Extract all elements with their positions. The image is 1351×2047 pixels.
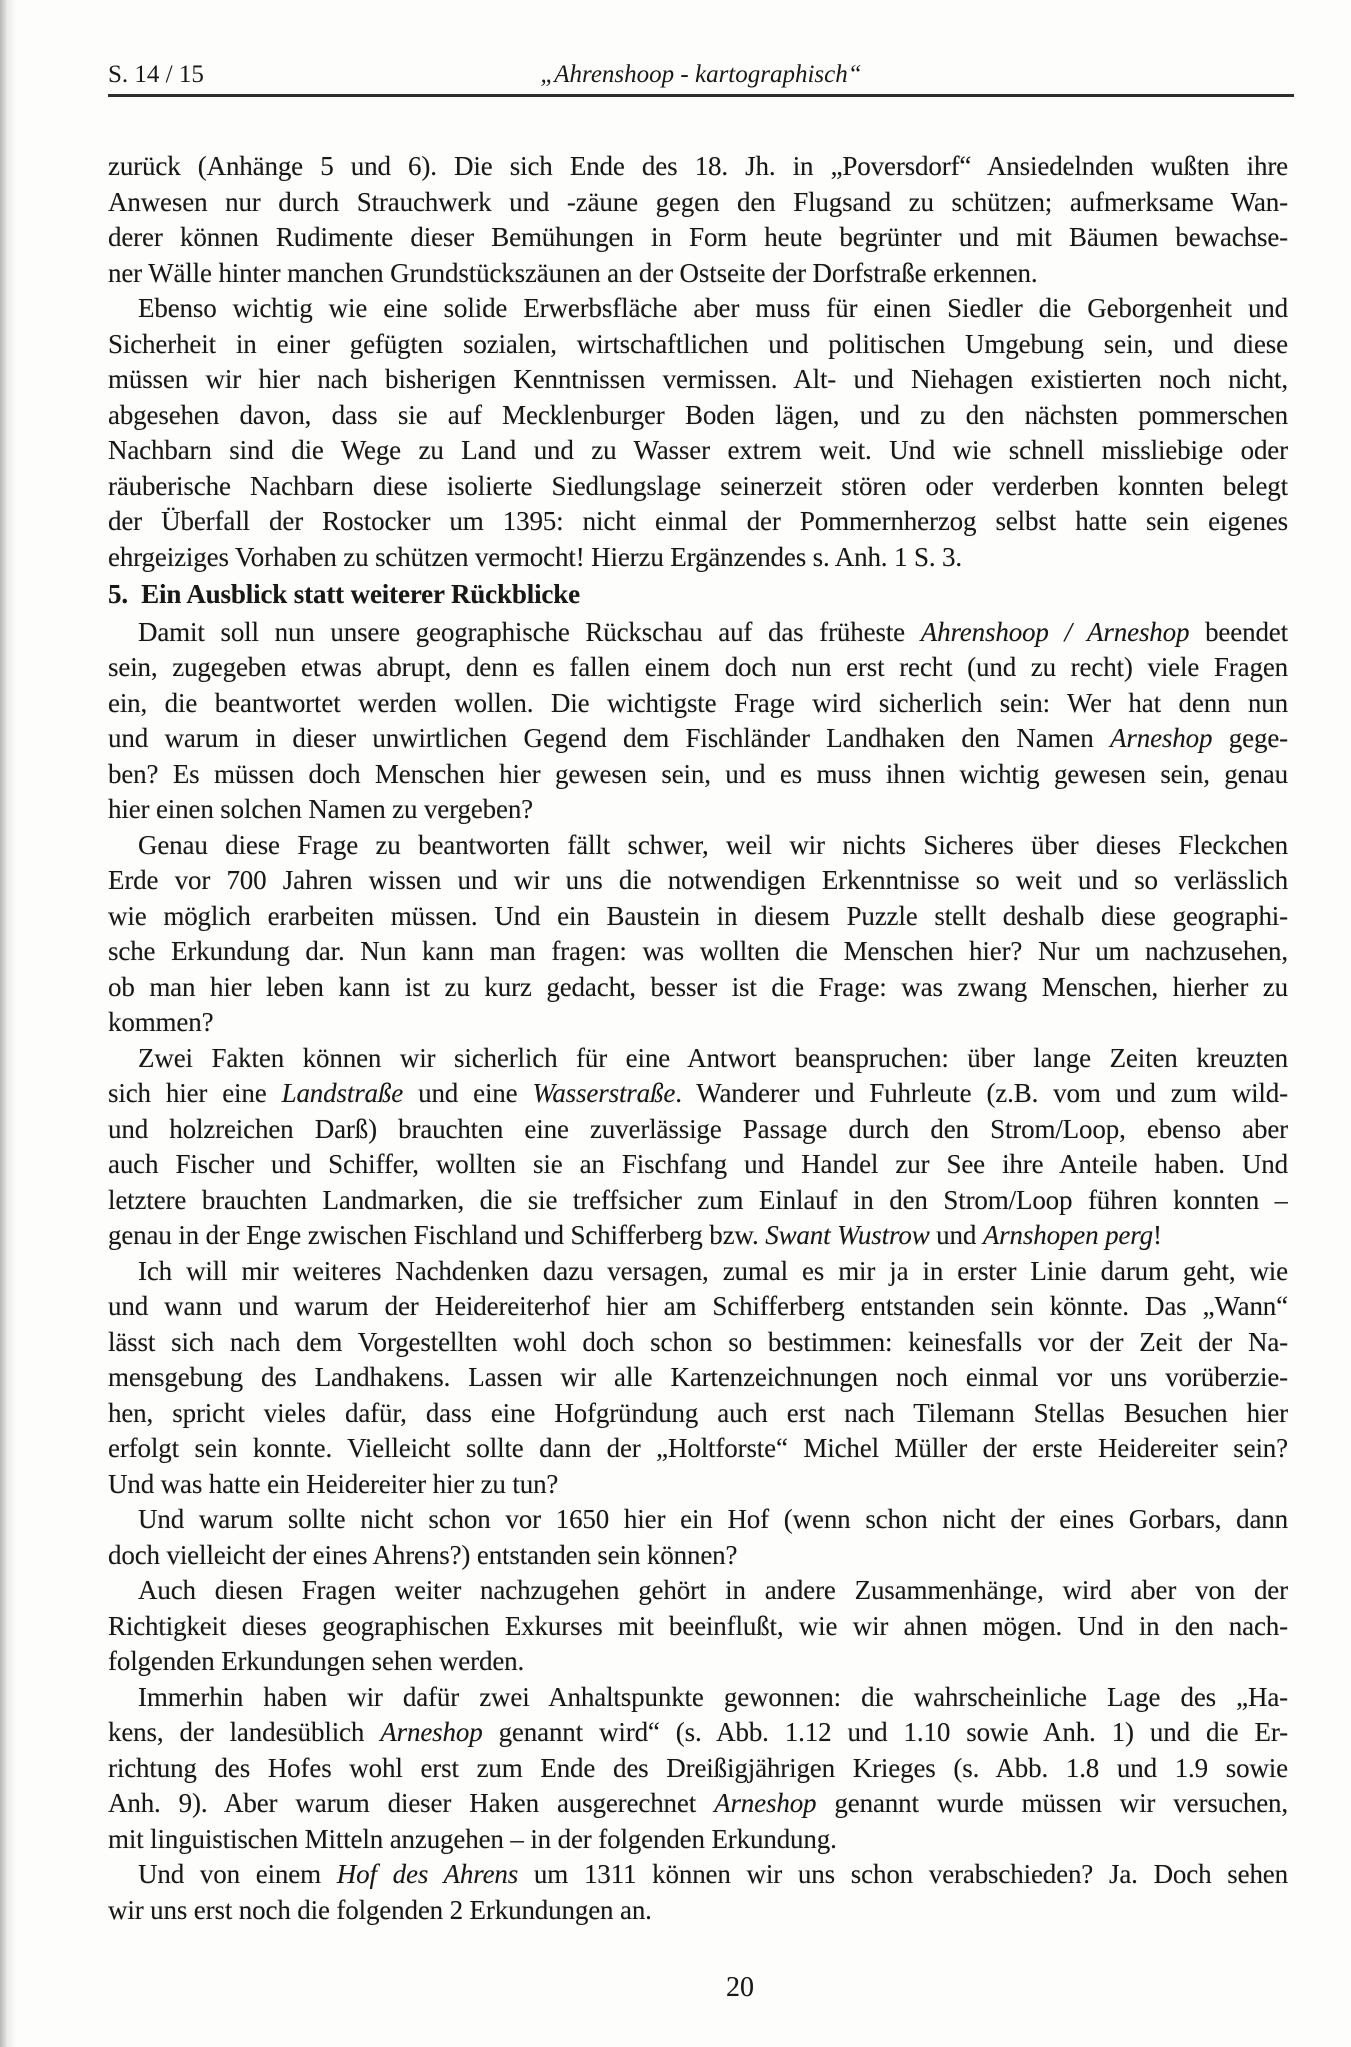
- text-line: genau in der Enge zwischen Fischland und Schifferberg bzw. Swant Wustrow und Arnshopen perg!: [108, 1220, 1162, 1250]
- page-range-label: S. 14 / 15: [108, 61, 204, 88]
- text-line: sche Erkundung dar. Nun kann man fragen: was wollten die Menschen hier? Nur um nachzusehen,: [108, 936, 1288, 966]
- text-line: Anh. 9). Aber warum dieser Haken ausgerechnet Arneshop genannt wurde müssen wir versuchen,: [108, 1788, 1288, 1818]
- text-line: räuberische Nachbarn diese isolierte Siedlungslage seinerzeit stören oder verderben konnten belegt: [108, 470, 1288, 501]
- text-line: kens, der landesüblich Arneshop genannt wird“ (s. Abb. 1.12 und 1.10 sowie Anh. 1) und die Er-: [108, 1717, 1288, 1747]
- text-line: sich hier eine Landstraße und eine Wasserstraße. Wanderer und Fuhrleute (z.B. vom und zum wild-: [108, 1078, 1288, 1108]
- text-line: Ich will mir weiteres Nachdenken dazu versagen, zumal es mir ja in erster Linie darum geht, wie: [138, 1255, 1288, 1286]
- text-line: wie möglich erarbeiten müssen. Und ein Baustein in diesem Puzzle stellt deshalb diese geographi-: [108, 900, 1288, 931]
- text-line: zurück (Anhänge 5 und 6). Die sich Ende des 18. Jh. in „Poversdorf“ Ansiedelnden wußten ihre: [108, 151, 1288, 181]
- text-line: und holzreichen Darß) brauchten eine zuverlässige Passage durch den Strom/Loop, ebenso aber: [108, 1113, 1288, 1144]
- text-line: ben? Es müssen doch Menschen hier gewesen sein, und es muss ihnen wichtig gewesen sein, genau: [108, 758, 1288, 789]
- text-line: derer können Rudimente dieser Bemühungen in Form heute begrünter und mit Bäumen bewachse-: [108, 222, 1288, 252]
- scan-shadow-left-edge: [0, 0, 16, 2047]
- text-line: der Überfall der Rostocker um 1395: nicht einmal der Pommernherzog selbst hatte sein eigenes: [108, 506, 1288, 536]
- text-line: Nachbarn sind die Wege zu Land und zu Wasser extrem weit. Und wie schnell missliebige oder: [108, 435, 1288, 465]
- paragraph: [108, 149, 1288, 291]
- text-line: Damit soll nun unsere geographische Rückschau auf das früheste Ahrenshoop / Arneshop beendet: [138, 616, 1288, 647]
- text-line: Auch diesen Fragen weiter nachzugehen gehört in andere Zusammenhänge, wird aber von der: [138, 1575, 1288, 1605]
- text-line: Und von einem Hof des Ahrens um 1311 können wir uns schon verabschieden? Ja. Doch sehen: [138, 1859, 1288, 1889]
- paragraph: [108, 1573, 1288, 1680]
- text-line: Zwei Fakten können wir sicherlich für eine Antwort beanspruchen: über lange Zeiten kreuzten: [138, 1042, 1288, 1073]
- text-line: und wann und warum der Heidereiterhof hier am Schifferberg entstanden sein könnte. Das „Wann“: [108, 1291, 1288, 1321]
- text-line: mensgebung des Landhakens. Lassen wir alle Kartenzeichnungen noch einmal vor uns vorüberzie-: [108, 1362, 1288, 1392]
- text-line: lässt sich nach dem Vorgestellten wohl doch schon so bestimmen: keinesfalls vor der Zeit der Na-: [108, 1326, 1288, 1357]
- text-line: ob man hier leben kann ist zu kurz gedacht, besser ist die Frage: was zwang Menschen, hierher zu: [108, 971, 1288, 1002]
- text-line: Und was hatte ein Heidereiter hier zu tun?: [108, 1468, 559, 1499]
- page-header: [108, 60, 1294, 97]
- text-line: wir uns erst noch die folgenden 2 Erkundungen an.: [108, 1894, 652, 1925]
- text-line: ein, die beantwortet werden wollen. Die wichtigste Frage wird sicherlich sein: Wer hat denn nun: [108, 687, 1288, 718]
- text-line: Immerhin haben wir dafür zwei Anhaltspunkte gewonnen: die wahrscheinliche Lage des „Ha-: [138, 1681, 1288, 1712]
- text-line: Sicherheit in einer gefügten sozialen, wirtschaftlichen und politischen Umgebung sein, und diese: [108, 328, 1288, 359]
- text-line: mit linguistischen Mitteln anzugehen – in der folgenden Erkundung.: [108, 1823, 837, 1854]
- paragraph: [108, 615, 1288, 828]
- text-line: doch vielleicht der eines Ahrens?) entstanden sein können?: [108, 1539, 738, 1570]
- paragraph: [108, 1680, 1288, 1858]
- paragraph: [108, 291, 1288, 575]
- text-line: ner Wälle hinter manchen Grundstückszäunen an der Ostseite der Dorfstraße erkennen.: [108, 257, 1038, 288]
- text-line: folgenden Erkundungen sehen werden.: [108, 1646, 525, 1676]
- text-line: hier einen solchen Namen zu vergeben?: [108, 794, 534, 824]
- text-line: abgesehen davon, dass sie auf Mecklenburger Boden lägen, und zu den nächsten pommerschen: [108, 399, 1288, 430]
- page-number: 20: [726, 1972, 754, 2003]
- paragraph: [108, 828, 1288, 1041]
- text-line: müssen wir hier nach bisherigen Kenntnissen vermissen. Alt- und Niehagen existierten noch nicht,: [108, 364, 1288, 394]
- text-line: erfolgt sein konnte. Vielleicht sollte dann der „Holtforste“ Michel Müller der erste Heidereiter sein?: [108, 1433, 1288, 1463]
- text-line: Richtigkeit dieses geographischen Exkurses mit beeinflußt, wie wir ahnen mögen. Und in den nach-: [108, 1610, 1288, 1641]
- text-line: auch Fischer und Schiffer, wollten sie an Fischfang und Handel zur See ihre Anteile haben. Und: [108, 1149, 1288, 1179]
- text-line: kommen?: [108, 1007, 214, 1037]
- text-line: und warum in dieser unwirtlichen Gegend dem Fischländer Landhaken den Namen Arneshop gege-: [108, 723, 1288, 753]
- text-line: Anwesen nur durch Strauchwerk und -zäune gegen den Flugsand zu schützen; aufmerksame Wan-: [108, 186, 1288, 217]
- text-line: richtung des Hofes wohl erst zum Ende des Dreißigjährigen Krieges (s. Abb. 1.8 und 1.9 sowie: [108, 1752, 1288, 1783]
- text-line: sein, zugegeben etwas abrupt, denn es fallen einem doch nun erst recht (und zu recht) viele Fragen: [108, 652, 1288, 682]
- text-line: Genau diese Frage zu beantworten fällt schwer, weil wir nichts Sicheres über dieses Fleckchen: [138, 829, 1288, 860]
- paragraph: [108, 1857, 1288, 1928]
- text-line: Erde vor 700 Jahren wissen und wir uns die notwendigen Erkenntnisse so weit und so verlässlich: [108, 865, 1288, 895]
- text-line: letztere brauchten Landmarken, die sie treffsicher zum Einlauf in den Strom/Loop führen konnten –: [108, 1184, 1288, 1215]
- running-title: „Ahrenshoop - kartographisch“: [540, 61, 862, 88]
- paragraph: [108, 1041, 1288, 1254]
- paragraph: [108, 1254, 1288, 1503]
- section-heading: 5. Ein Ausblick statt weiterer Rückblicke: [108, 579, 580, 609]
- text-line: hen, spricht vieles dafür, dass eine Hofgründung auch erst nach Tilemann Stellas Besuchen hier: [108, 1397, 1288, 1428]
- text-line: ehrgeiziges Vorhaben zu schützen vermocht! Hierzu Ergänzendes s. Anh. 1 S. 3.: [108, 541, 962, 572]
- text-line: Und warum sollte nicht schon vor 1650 hier ein Hof (wenn schon nicht der eines Gorbars, dann: [138, 1504, 1288, 1534]
- paragraph: [108, 1502, 1288, 1573]
- text-line: Ebenso wichtig wie eine solide Erwerbsfläche aber muss für einen Siedler die Geborgenheit und: [138, 293, 1288, 323]
- document-body: [108, 149, 1288, 1928]
